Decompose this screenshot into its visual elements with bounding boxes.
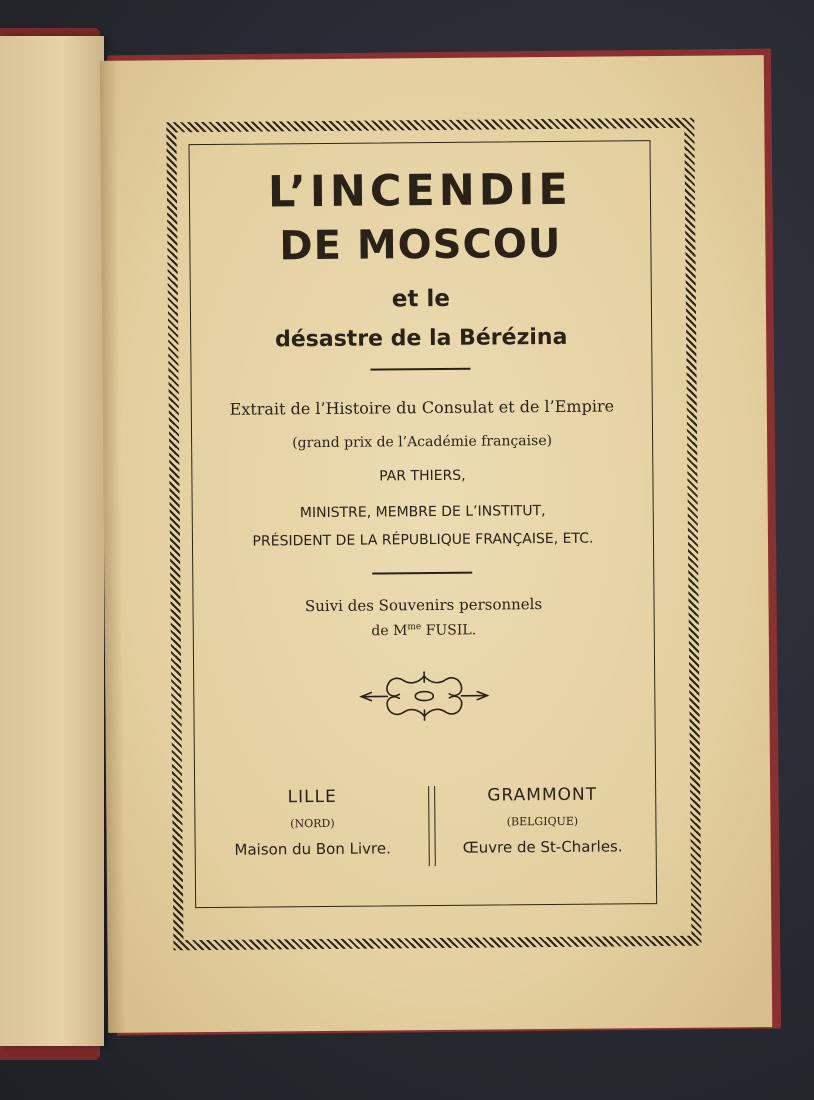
prix-line: (grand prix de l’Académie française) (292, 432, 553, 452)
publisher-grammont-region: (BELGIQUE) (506, 814, 579, 829)
title-page (100, 55, 772, 1033)
publisher-lille-house: Maison du Bon Livre. (234, 839, 391, 859)
divider-rule-top (370, 368, 470, 371)
publisher-divider-1 (428, 786, 430, 866)
fusil-prefix: de M (371, 622, 408, 640)
publisher-lille (212, 786, 413, 859)
author-title-line-2: PRÉSIDENT DE LA RÉPUBLIQUE FRANÇAISE, ETC. (252, 530, 594, 550)
publisher-lille-region: (NORD) (290, 816, 335, 831)
left-page (0, 36, 104, 1046)
subtitle-berezina: désastre de la Bérézina (274, 324, 568, 353)
title-line-2: DE MOSCOU (279, 220, 562, 270)
publisher-lille-city: LILLE (287, 786, 337, 808)
publisher-grammont-city: GRAMMONT (487, 784, 598, 806)
publisher-grammont (442, 784, 643, 857)
author-title-line-1: MINISTRE, MEMBRE DE L’INSTITUT, (299, 503, 546, 522)
title-page-content (189, 140, 658, 908)
title-line-1: L’INCENDIE (267, 164, 573, 218)
fusil-line (193, 620, 655, 641)
fusil-superscript: me (407, 622, 422, 633)
fusil-name: FUSIL. (421, 622, 477, 639)
floral-ornament (357, 670, 491, 723)
publisher-divider-2 (434, 786, 436, 866)
author-line: PAR THIERS, (379, 467, 466, 485)
publisher-grammont-house: Œuvre de St-Charles. (462, 837, 623, 857)
divider-rule-bottom (372, 572, 472, 575)
suivi-line: Suivi des Souvenirs personnels (304, 595, 543, 616)
extrait-line: Extrait de l’Histoire du Consulat et de l’Empire (229, 396, 615, 419)
subtitle-et-le: et le (391, 285, 451, 313)
